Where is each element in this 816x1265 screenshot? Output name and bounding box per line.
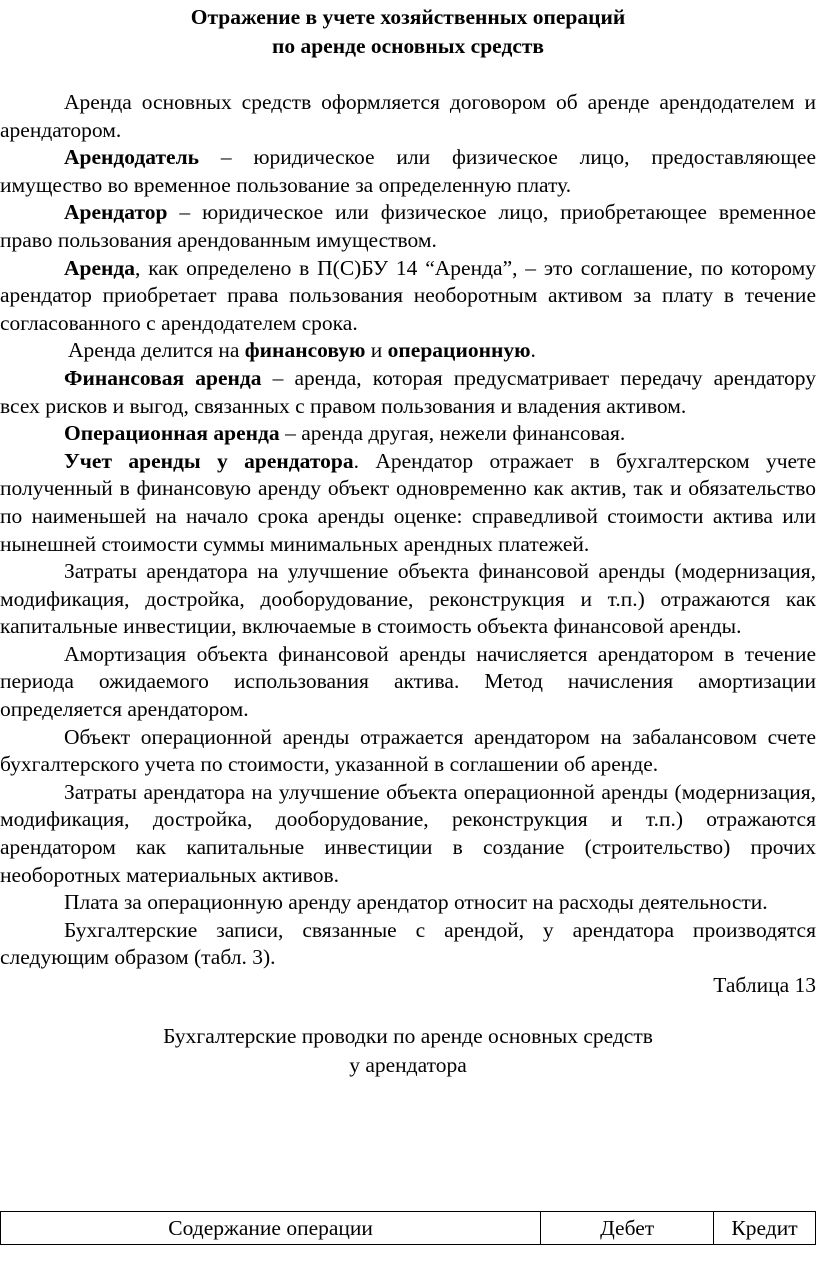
header-credit: Кредит — [714, 1212, 816, 1245]
paragraph-6 — [0, 365, 816, 420]
paragraph-6-text: – аренда, которая предусматривает передачу арендатору всех рисков и выгод, связанных с правом пользования и владения активом. — [0, 365, 816, 418]
table-caption-line-1: Бухгалтерские проводки по аренде основных средств — [163, 1023, 653, 1048]
entries-table — [0, 1211, 816, 1245]
title-line-1: Отражение в учете хозяйственных операций — [190, 5, 626, 29]
paragraph-7-text: – аренда другая, нежели финансовая. — [279, 421, 626, 446]
header-debit: Дебет — [541, 1212, 714, 1245]
paragraph-8 — [0, 448, 816, 558]
paragraph-2-text: – юридическое или физическое лицо, предоставляющее имущество во временное пользование за определенную плату. — [0, 145, 816, 197]
paragraph-14: Бухгалтерские записи, связанные с арендой, у арендатора производятся следующим образом (табл. 3). — [0, 917, 816, 970]
paragraph-4-text: , как определено в П(С)БУ 14 “Аренда”, – это соглашение, по которому арендатор приобретает права пользования необоротным активом за плату в течение согласованного с арендодателем срока. — [0, 255, 816, 335]
term-lessee: Арендатор — [64, 200, 168, 225]
term-operational: операционную — [387, 338, 531, 363]
paragraph-5-text-a: Аренда делится на — [68, 338, 245, 363]
paragraph-4 — [0, 255, 816, 338]
term-lessee-accounting: Учет аренды у арендатора — [64, 448, 354, 473]
paragraph-13: Плата за операционную аренду арендатор относит на расходы деятельности. — [64, 890, 768, 915]
header-operation: Содержание операции — [1, 1212, 541, 1245]
table-label: Таблица 13 — [713, 973, 816, 997]
paragraph-3-text: – юридическое или физическое лицо, приобретающее временное право пользования арендованным имуществом. — [0, 200, 816, 252]
table-header-row — [1, 1212, 816, 1245]
body-text — [0, 89, 816, 972]
title-line-2: по аренде основных средств — [271, 34, 545, 58]
document-title — [0, 3, 816, 61]
table-caption-line-2: у арендатора — [349, 1052, 467, 1077]
term-lessor: Арендодатель — [64, 145, 200, 170]
paragraph-7 — [0, 420, 816, 448]
term-lease: Аренда — [64, 255, 136, 280]
paragraph-2 — [0, 144, 816, 199]
paragraph-3 — [0, 199, 816, 254]
paragraph-5 — [0, 337, 816, 365]
paragraph-5-text-e: . — [530, 338, 536, 363]
paragraph-12: Затраты арендатора на улучшение объекта операционной аренды (модернизация, модификация, достройка, дооборудование, реконструкция и т.п.) отражаются арендатором как капитальные инвестиции в создание (строительство) прочих необоротных материальных активов. — [0, 779, 816, 887]
term-financial: финансовую — [244, 338, 366, 363]
paragraph-8-text: . Арендатор отражает в бухгалтерском учете полученный в финансовую аренду объект одновременно как актив, так и обязательство по наименьшей на начало срока аренды оценке: справедливой стоимости актива или нынешней стоимости суммы минимальных арендных платежей. — [0, 448, 816, 556]
paragraph-10: Амортизация объекта финансовой аренды начисляется арендатором в течение периода ожидаемого использования актива. Метод начисления амортизации определяется арендатором. — [0, 641, 816, 722]
term-operational-lease: Операционная аренда — [64, 421, 280, 446]
paragraph-11: Объект операционной аренды отражается арендатором на забалансовом счете бухгалтерского учета по стоимости, указанной в соглашении об аренде. — [0, 724, 816, 777]
paragraph-9: Затраты арендатора на улучшение объекта финансовой аренды (модернизация, модификация, достройка, дооборудование, реконструкция и т.п.) отражаются как капитальные инвестиции, включаемые в стоимость объекта финансовой аренды. — [0, 559, 816, 639]
term-financial-lease: Финансовая аренда — [64, 365, 262, 390]
paragraph-1: Аренда основных средств оформляется договором об аренде арендодателем и арендатором. — [0, 90, 816, 142]
table-caption — [0, 1022, 816, 1080]
paragraph-5-text-c: и — [365, 338, 388, 363]
